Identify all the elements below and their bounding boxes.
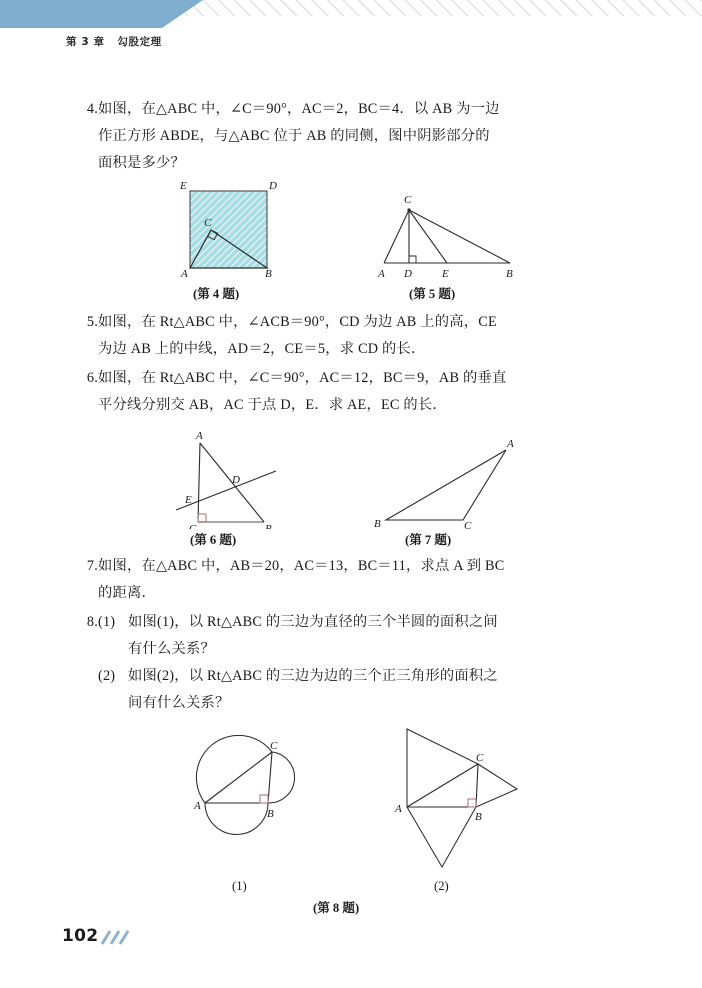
problem-7-number: 7. — [86, 558, 98, 574]
figure-5-label-C: C — [404, 194, 412, 206]
figure-5-svg — [370, 187, 520, 279]
problem-8 — [0, 609, 702, 717]
figure-6-caption: (第 6 题) — [190, 533, 237, 547]
problem-5-line-1: 如图，在 Rt△ABC 中，∠ACB＝90°，CD 为边 AB 上的高，CE — [98, 314, 497, 330]
problem-8-sub-2 — [98, 663, 640, 717]
problem-8-sub-2-line-1: 如图(2)，以 Rt△ABC 的三边为边的三个正三角形的面积之 — [128, 668, 498, 684]
figure-6-label-D: D — [232, 474, 240, 486]
problem-7 — [0, 553, 702, 607]
problem-8-sub-1 — [98, 609, 640, 663]
figure-8-2-svg — [382, 719, 532, 885]
figure-5 — [370, 187, 520, 284]
figure-6-label-A: A — [196, 430, 203, 442]
figure-4-label-A: A — [181, 268, 188, 277]
problem-8-sub-2-line-2: 间有什么关系？ — [128, 695, 230, 711]
problem-6-number: 6. — [86, 370, 98, 386]
figure-row-6-7 — [0, 421, 702, 547]
figure-8-1-label-A: A — [194, 800, 201, 812]
figure-8-1-svg — [192, 729, 322, 855]
problem-5-line-2: 为边 AB 上的中线，AD＝2，CE＝5，求 CD 的长． — [98, 341, 426, 357]
figure-4-caption: (第 4 题) — [193, 287, 240, 301]
figure-7 — [368, 433, 518, 534]
figure-8-1-sublabel: (1) — [232, 879, 247, 893]
problem-7-line-1: 如图，在△ABC 中，AB＝20，AC＝13，BC＝11，求点 A 到 BC — [98, 558, 505, 574]
figure-5-caption: (第 5 题) — [409, 287, 456, 301]
problem-5-number: 5. — [86, 314, 98, 330]
problem-8-sub-2-label: (2) — [98, 668, 116, 684]
figure-7-svg — [368, 433, 518, 529]
figure-6-label-B: B — [265, 523, 272, 529]
figure-row-4-5 — [0, 179, 702, 301]
figure-5-label-A: A — [378, 268, 385, 279]
problem-6 — [0, 365, 702, 419]
figure-7-label-B: B — [374, 518, 381, 529]
header-decoration — [0, 0, 702, 62]
figure-8-caption: (第 8 题) — [313, 901, 360, 915]
figure-7-label-A: A — [507, 438, 514, 450]
figure-4-label-E: E — [180, 181, 187, 192]
problem-8-sub-1-label: (1) — [98, 614, 116, 630]
figure-8-2 — [382, 719, 532, 890]
problem-8-number: 8. — [86, 614, 98, 630]
problem-4-line-3: 面积是多少？ — [98, 155, 185, 171]
figure-8-1-label-B: B — [267, 808, 274, 820]
problem-4 — [0, 96, 702, 177]
figure-4-label-C: C — [204, 217, 212, 229]
figure-6 — [168, 429, 288, 534]
figure-5-label-D: D — [404, 268, 412, 279]
figure-4-label-B: B — [265, 268, 272, 277]
figure-4-label-D: D — [269, 181, 277, 192]
problem-6-line-1: 如图，在 Rt△ABC 中，∠C＝90°，AC＝12，BC＝9，AB 的垂直 — [98, 370, 507, 386]
figure-7-caption: (第 7 题) — [405, 533, 452, 547]
figure-7-label-C: C — [464, 520, 472, 529]
header-blue-band — [0, 0, 203, 28]
page-header — [0, 0, 702, 62]
page-footer — [62, 926, 133, 946]
figure-4-svg — [168, 181, 298, 277]
figure-5-label-E: E — [442, 268, 449, 279]
figure-6-svg — [168, 429, 288, 529]
figure-row-8 — [0, 719, 702, 915]
figure-8-1 — [192, 729, 322, 860]
figure-4 — [168, 181, 298, 282]
footer-slashes-icon — [99, 928, 133, 946]
figure-5-label-B: B — [506, 268, 513, 279]
figure-8-2-label-B: B — [475, 811, 482, 823]
problem-8-sub-1-line-1: 如图(1)，以 Rt△ABC 的三边为直径的三个半圆的面积之间 — [128, 614, 498, 630]
problem-4-number: 4. — [86, 101, 98, 117]
problem-6-line-2: 平分线分别交 AB，AC 于点 D，E．求 AE，EC 的长． — [98, 397, 447, 413]
figure-8-2-sublabel: (2) — [434, 879, 449, 893]
figure-6-label-E: E — [185, 494, 192, 506]
chapter-title: 第 3 章 勾股定理 — [66, 36, 162, 48]
problem-8-sub-1-line-2: 有什么关系？ — [128, 641, 215, 657]
figure-8-2-label-C: C — [476, 752, 484, 764]
figure-8-1-label-C: C — [270, 740, 278, 752]
content-area — [0, 96, 702, 915]
figure-6-label-C: C — [189, 523, 197, 529]
problem-5 — [0, 309, 702, 363]
figure-8-2-label-A: A — [395, 803, 402, 815]
problem-4-line-1: 如图，在△ABC 中，∠C＝90°，AC＝2，BC＝4．以 AB 为一边 — [98, 101, 500, 117]
page-number: 102 — [62, 926, 99, 946]
problem-4-line-2: 作正方形 ABDE，与△ABC 位于 AB 的同侧，图中阴影部分的 — [98, 128, 490, 144]
problem-7-line-2: 的距离． — [98, 585, 156, 601]
